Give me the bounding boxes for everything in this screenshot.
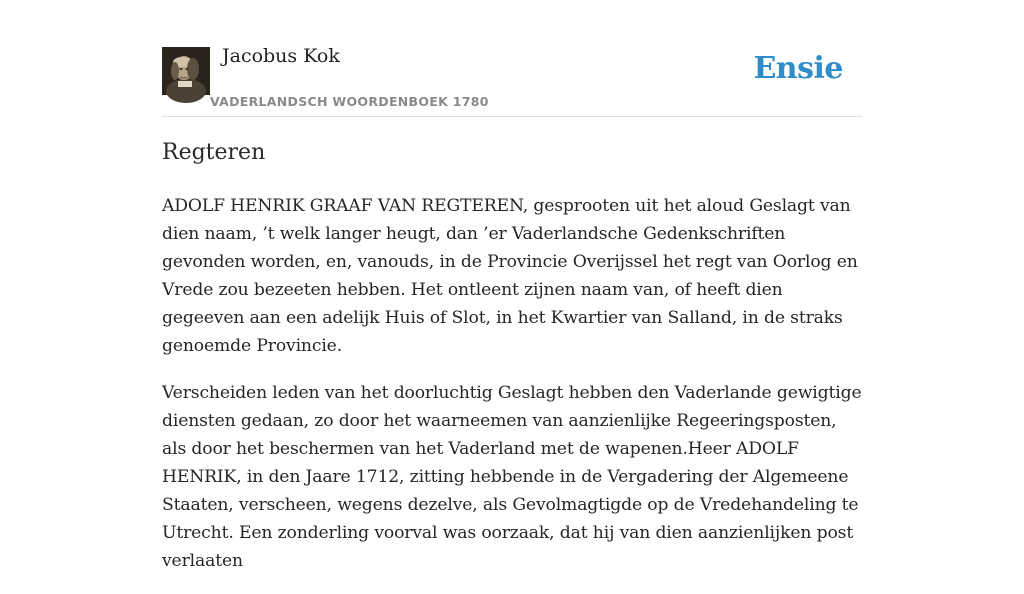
paragraph: Verscheiden leden van het doorluchtig Geslagt hebben den Vaderlande gewigtige diensten gedaan, zo door het waarneemen van aanzienlijke Regeeringsposten, als door het beschermen van het Vaderland met de wapenen.Heer ADOLF HENRIK, in den Jaare 1712, zitting hebbende in de Vergadering der Algemeene Staaten, verscheen, wegens dezelve, als Gevolmagtigde op de Vredehandeling te Utrecht. Een zonderling voorval was oorzaak, dat hij van dien aanzienlijken post verlaaten [162,383,862,571]
source-title[interactable]: VADERLANDSCH WOORDENBOEK 1780 [210,94,489,109]
article-body [162,192,862,594]
article-title: Regteren [162,140,266,165]
article-header [162,0,862,117]
author-avatar[interactable] [162,47,210,95]
author-name[interactable]: Jacobus Kok [222,45,340,67]
portrait-image [162,47,210,95]
ensie-logo[interactable]: Ensie [753,51,843,86]
paragraph: ADOLF HENRIK GRAAF VAN REGTEREN, gesprooten uit het aloud Geslagt van dien naam, ’t welk langer heugt, dan ’er Vaderlandsche Gedenkschriften gevonden worden, en, vanouds, in de Provincie Overijssel het regt van Oorlog en Vrede zou bezeeten hebben. Het ontleent zijnen naam van, of heeft dien gegeeven aan een adelijk Huis of Slot, in het Kwartier van Salland, in de straks genoemde Provincie. [162,196,858,356]
